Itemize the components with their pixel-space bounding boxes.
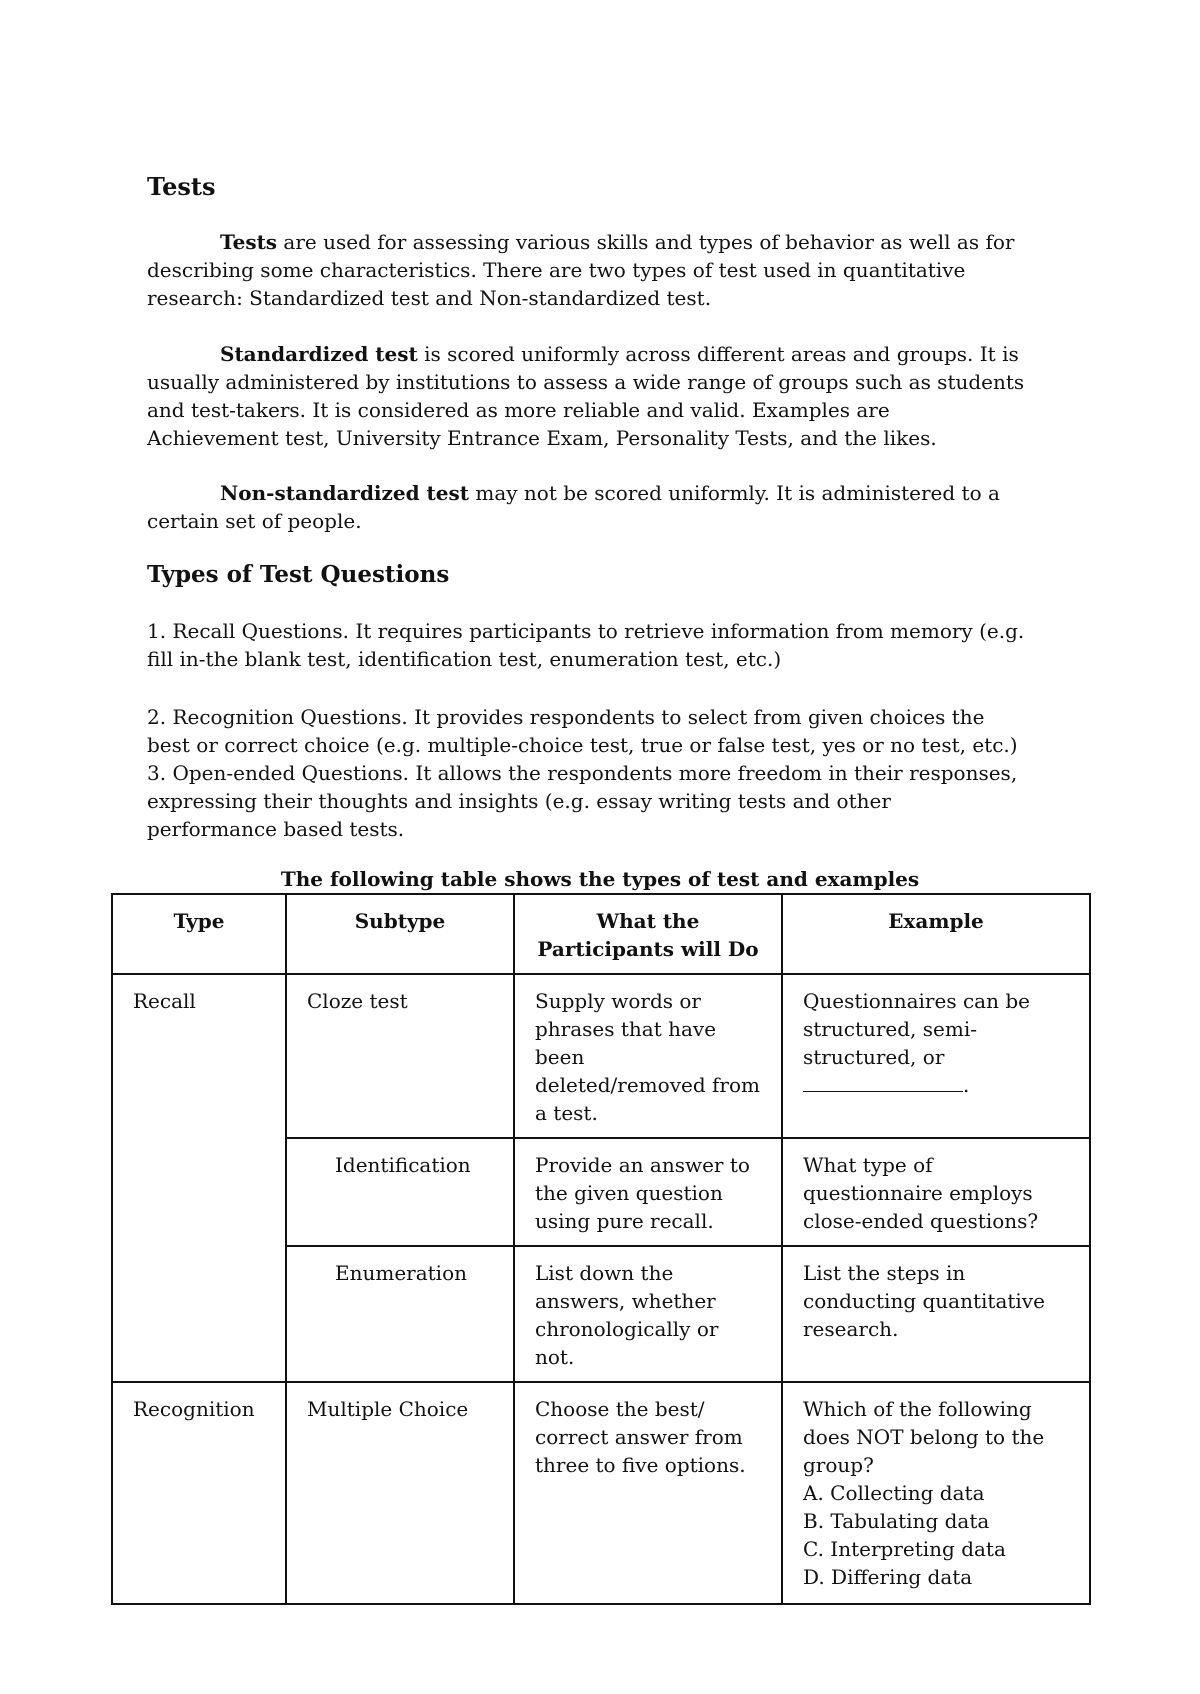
paragraph-non-standardized-text: may not be scored uniformly. It is administered to a certain set of people. [147, 481, 1000, 533]
cell-subtype: Multiple Choice [286, 1382, 514, 1604]
paragraph-standardized-text: is scored uniformly across different areas and groups. It is usually administered by institutions to assess a wide range of groups such as students and test-takers. It is considered as more reliable and valid. Examples are Achievement test, University Entrance Exam, Personality Tests, and the likes. [147, 342, 1025, 450]
header-example: Example [782, 894, 1090, 974]
cell-subtype: Cloze test [286, 974, 514, 1138]
table-header-row [112, 894, 1090, 974]
cell-action: Supply words or phrases that have been deleted/removed from a test. [514, 974, 782, 1138]
table-row [112, 974, 1090, 1138]
cell-example: List the steps in conducting quantitative research. [782, 1246, 1090, 1382]
example-option: A. Collecting data [803, 1481, 985, 1505]
cell-type-recognition: Recognition [112, 1382, 286, 1604]
paragraph-tests-text: are used for assessing various skills and types of behavior as well as for describing some characteristics. There are two types of test used in quantitative research: Standardized test and Non-standardized test. [147, 230, 1015, 310]
paragraph-non-standardized [147, 479, 1027, 535]
example-option: D. Differing data [803, 1565, 973, 1589]
header-type: Type [112, 894, 286, 974]
heading-types-of-questions: Types of Test Questions [147, 561, 450, 588]
cell-subtype: Enumeration [286, 1246, 514, 1382]
example-question: Which of the following does NOT belong to the group? [803, 1397, 1045, 1477]
cell-example [782, 1382, 1090, 1604]
paragraph-tests [147, 228, 1027, 312]
cell-type-recall: Recall [112, 974, 286, 1382]
table-caption: The following table shows the types of test and examples [280, 867, 920, 891]
cell-action: List down the answers, whether chronologically or not. [514, 1246, 782, 1382]
cell-example [782, 974, 1090, 1138]
cell-action: Choose the best/ correct answer from three to five options. [514, 1382, 782, 1604]
header-participants-action: What the Participants will Do [514, 894, 782, 974]
term-non-standardized: Non-standardized test [220, 481, 470, 505]
example-tail: . [963, 1073, 970, 1097]
term-tests: Tests [220, 230, 278, 254]
cell-action: Provide an answer to the given question using pure recall. [514, 1138, 782, 1246]
test-types-table [111, 893, 1091, 1605]
recall-questions-text: 1. Recall Questions. It requires participants to retrieve information from memory (e.g. fill in-the blank test, identification test, enumeration test, etc.) [147, 619, 1025, 671]
table-row [112, 1382, 1090, 1604]
recognition-questions-text: 2. Recognition Questions. It provides respondents to select from given choices the best or correct choice (e.g. multiple-choice test, true or false test, yes or no test, etc.) 3. Open-ended Questions. It allows the respondents more freedom in their responses, expressing their thoughts and insights (e.g. essay writing tests and other performance based tests. [147, 705, 1018, 841]
term-standardized: Standardized test [220, 342, 418, 366]
example-text: Questionnaires can be structured, semi-structured, or [803, 989, 1030, 1069]
cell-example: What type of questionnaire employs close-ended questions? [782, 1138, 1090, 1246]
paragraph-standardized [147, 340, 1027, 452]
example-option: B. Tabulating data [803, 1509, 990, 1533]
fill-in-blank [803, 1073, 963, 1092]
header-subtype: Subtype [286, 894, 514, 974]
cell-subtype: Identification [286, 1138, 514, 1246]
example-option: C. Interpreting data [803, 1537, 1006, 1561]
heading-tests: Tests [147, 172, 216, 201]
